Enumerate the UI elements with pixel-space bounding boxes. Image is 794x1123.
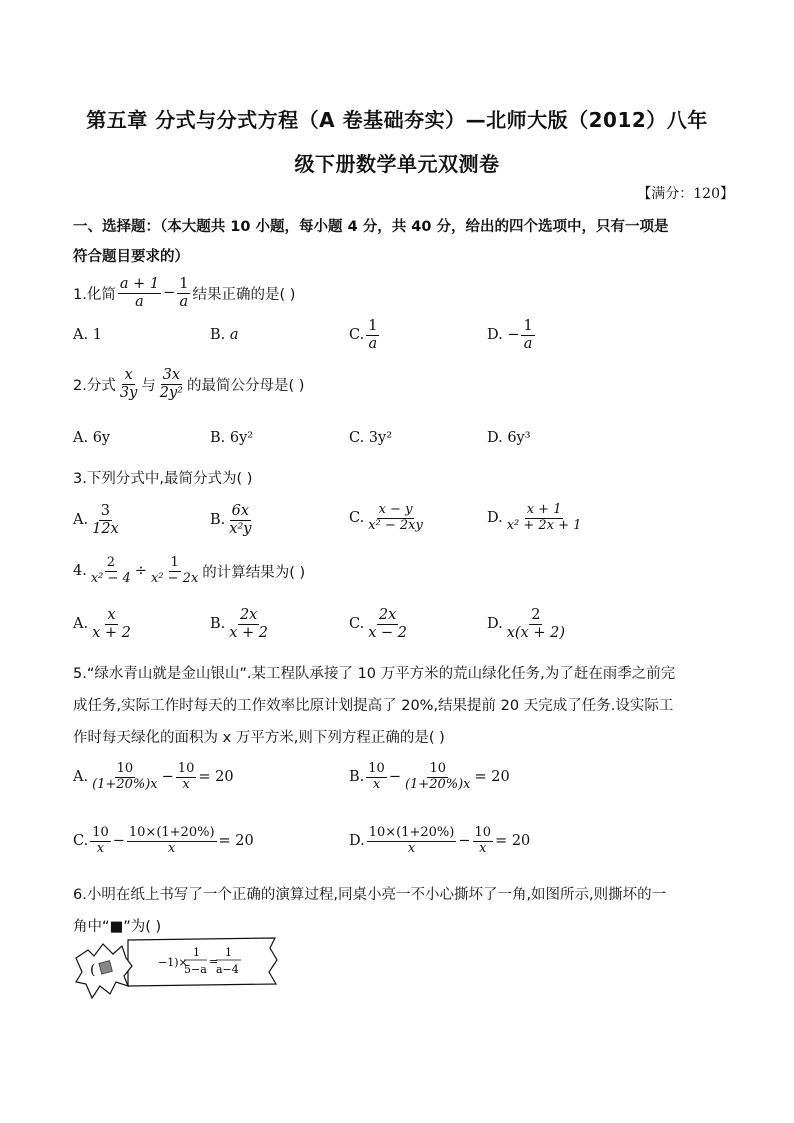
section-header-line2: 符合题目要求的） <box>73 249 189 265</box>
q2-option-c: C. 3y² <box>349 430 393 446</box>
fig-left-paren: ( <box>90 962 96 978</box>
black-square-icon <box>99 961 112 974</box>
fig-f2-num: 1 <box>225 946 232 959</box>
q5-option-a: A. $\frac{10}{(1+20\%)x}$ − $\frac{10}{x}$ = 20 <box>73 761 234 792</box>
q3-option-d: D. $\frac{x + 1}{\text{x² + 2x + 1}}$ <box>487 502 582 533</box>
question-6-line2: 角中“■”为( ) <box>73 919 162 935</box>
paper-strip <box>128 938 277 986</box>
question-2: 2.分式 $\frac{x}{3y}$ 与 $\frac{3x}{\text{2y²}}$ 的最简公分母是( ) <box>73 367 305 401</box>
q1-option-b: B. a <box>210 327 239 343</box>
q5-option-b: B. $\frac{10}{x}$ − $\frac{10}{(1+20\%)x}$ = 20 <box>349 761 510 792</box>
question-5-line3: 作时每天绿化的面积为 x 万平方米,则下列方程正确的是( ) <box>73 730 445 746</box>
q2-option-b: B. 6y² <box>210 430 254 446</box>
fig-f2-den: a−4 <box>216 963 239 976</box>
q2-fraction-1: $\frac{x}{3y}$ <box>119 367 138 401</box>
q5-option-c: C. $\frac{10}{x}$ − $\frac{10\times(1+20\%)}{x}$ = 20 <box>73 825 254 856</box>
q4-option-a: A. $\frac{x}{x + 2}$ <box>73 607 131 641</box>
q1-suffix: 结果正确的是( ) <box>192 286 296 303</box>
fig-f1-den: 5−a <box>184 963 207 976</box>
question-5-line2: 成任务,实际工作时每天的工作效率比原计划提高了 20%,结果提前 20 天完成了任务.设实际工 <box>73 698 674 714</box>
q4-option-d: D. $\frac{2}{x(x + 2)}$ <box>487 607 565 641</box>
q2-option-a: A. 6y <box>73 430 111 446</box>
q4-fraction-1: $\frac{2}{\text{x² − 4}}$ <box>90 555 131 586</box>
q2-fraction-2: $\frac{3x}{\text{2y²}}$ <box>159 367 183 401</box>
doc-title-line1: 第五章 分式与分式方程（A 卷基础夯实）—北师大版（2012）八年 <box>86 108 708 132</box>
q1-option-a: A. 1 <box>73 327 102 343</box>
q4-fraction-2: $\frac{1}{\text{x² − 2x}}$ <box>150 555 199 586</box>
full-score: 【满分：120】 <box>637 186 734 202</box>
doc-title-line2: 级下册数学单元双测卷 <box>294 152 500 176</box>
torn-paper-figure <box>70 936 285 1000</box>
question-6-line1: 6.小明在纸上书写了一个正确的演算过程,同桌小亮一不小心撕坏了一角,如图所示,则撕坏的一 <box>73 887 667 903</box>
fig-eq: = <box>209 955 219 968</box>
q1-fraction-1: $\frac{a + 1}{a}$ <box>119 276 160 310</box>
q2-option-d: D. 6y³ <box>487 430 531 446</box>
question-3: 3.下列分式中,最简分式为( ) <box>73 471 253 487</box>
question-5-line1: 5.“绿水青山就是金山银山”.某工程队承接了 10 万平方米的荒山绿化任务,为了赶在雨季之前完 <box>73 666 676 682</box>
q1-option-d: D. − $\frac{1}{a}$ <box>487 318 533 352</box>
q3-option-a: A. $\frac{3}{12x}$ <box>73 503 119 537</box>
fig-expr-prefix: −1)× <box>158 956 188 969</box>
fig-f1-num: 1 <box>193 946 200 959</box>
q3-option-b: B. $\frac{6x}{\text{x²y}}$ <box>210 503 252 537</box>
question-4: 4. $\frac{2}{\text{x² − 4}}$ ÷ $\frac{1}{\text{x² − 2x}}$ 的计算结果为( ) <box>73 555 306 586</box>
q5-option-d: D. $\frac{10\times(1+20\%)}{x}$ − $\frac{10}{x}$ = 20 <box>349 825 531 856</box>
q4-option-b: B. $\frac{2x}{x + 2}$ <box>210 607 269 641</box>
q4-option-c: C. $\frac{2x}{x - 2}$ <box>349 607 407 641</box>
q1-option-c: C. $\frac{1}{a}$ <box>349 318 378 352</box>
section-header-line1: 一、选择题：（本大题共 10 小题，每小题 4 分，共 40 分，给出的四个选项中，只有一项是 <box>73 219 669 235</box>
q1-fraction-2: $\frac{1}{a}$ <box>179 276 189 310</box>
q1-prefix: 1.化简 <box>73 286 116 303</box>
question-1: 1.化简 $\frac{a + 1}{a}$ − $\frac{1}{a}$ 结果正确的是( ) <box>73 276 296 310</box>
q3-option-c: C. $\frac{x - y}{\text{x² − 2xy}}$ <box>349 502 423 533</box>
